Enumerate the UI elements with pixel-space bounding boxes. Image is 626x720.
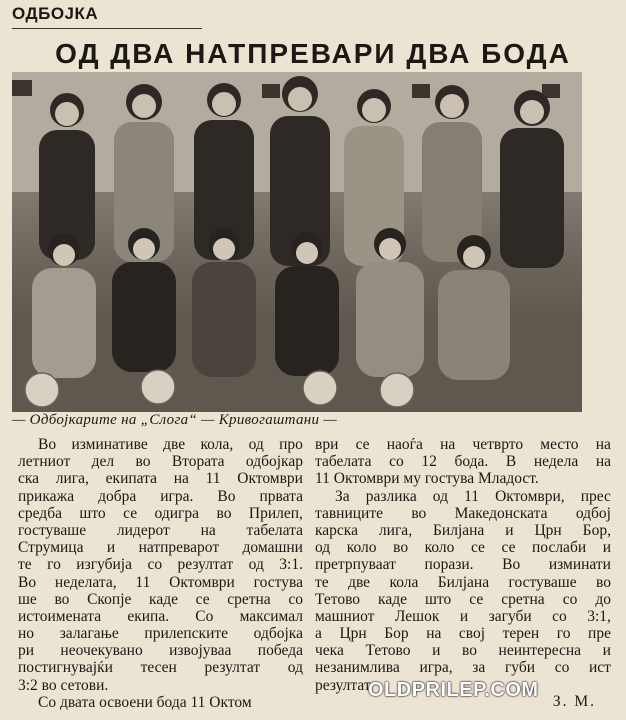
article-line: Со двата освоени бода 11 Октом	[38, 693, 252, 711]
article-line: чека Тетово и во неинтересна и	[315, 642, 611, 660]
article-line: ври се наоѓа на четврто место на	[315, 436, 611, 453]
team-photo	[12, 72, 582, 412]
article-line: прикажа добра игра. Во првата	[18, 487, 303, 505]
article-column-right	[315, 436, 611, 694]
watermark: OLDPRILEP.COM	[368, 679, 539, 701]
article-line: карска лига, Билјана и Црн Бор,	[315, 521, 611, 539]
article-line: но залагање прилепските одбојка	[18, 625, 303, 643]
section-rule	[12, 28, 202, 29]
article-line: Тетово каде што се сретна со до	[315, 590, 611, 608]
article-line: Во изминативе две кола, од про	[38, 436, 303, 453]
article-line: ри неочекувано извојуваа победа	[18, 642, 303, 660]
article-line: За разлика од 11 Октомври, прес	[335, 487, 611, 505]
article-line: Струмица и натпреварот домашни	[18, 539, 303, 557]
article-line: средба што се одигра во Прилеп,	[18, 504, 303, 522]
article-line: ска лига, екипата на 11 Октомври	[18, 470, 303, 488]
article-line: 11 Октомври му гостува Младост.	[315, 470, 539, 488]
headline: ОД ДВА НАТПРЕВАРИ ДВА БОДА	[55, 38, 571, 69]
article-line: Во неделата, 11 Октомври гостува	[18, 573, 303, 591]
article-line: те го изгубија со резултат од 3:1.	[18, 556, 303, 574]
article-line: претрпуваат порази. Во изминати	[315, 556, 611, 574]
article-line: а Црн Бор на свој терен го пре	[315, 625, 611, 643]
photo-caption: — Одбојкарите на „Слога“ — Кривогаштани —	[12, 412, 337, 428]
article-column-left	[18, 436, 303, 711]
article-line: од коло во коло се се послаби и	[315, 539, 611, 557]
article-line: табелата со 12 бода. В недела на	[315, 453, 611, 471]
article-line: те две кола Билјана гостуваше во	[315, 573, 611, 591]
article-line: истоимената екипа. Со максимал	[18, 607, 303, 625]
author-signature: З. М.	[552, 693, 596, 710]
article-line: постигнувајќи тесен резултат од	[18, 659, 303, 677]
section-label: ОДБОЈКА	[12, 4, 99, 23]
article-line: незанимлива игра, за губи со ист	[315, 659, 611, 677]
article-line: летниот дел во Втората одбојкар	[18, 453, 303, 471]
article-line: ше во Скопје каде се сретна со	[18, 590, 303, 608]
article-line: гостуваше лидерот на табелата	[18, 521, 303, 539]
article-line: резултат.	[315, 676, 374, 694]
article-line: 3:2 во сетови.	[18, 676, 109, 694]
article-line: тавниците во Македонската одбој	[315, 504, 611, 522]
article-line: машниот Лешок и загуби со 3:1,	[315, 607, 611, 625]
team-photo-illustration	[12, 72, 582, 412]
